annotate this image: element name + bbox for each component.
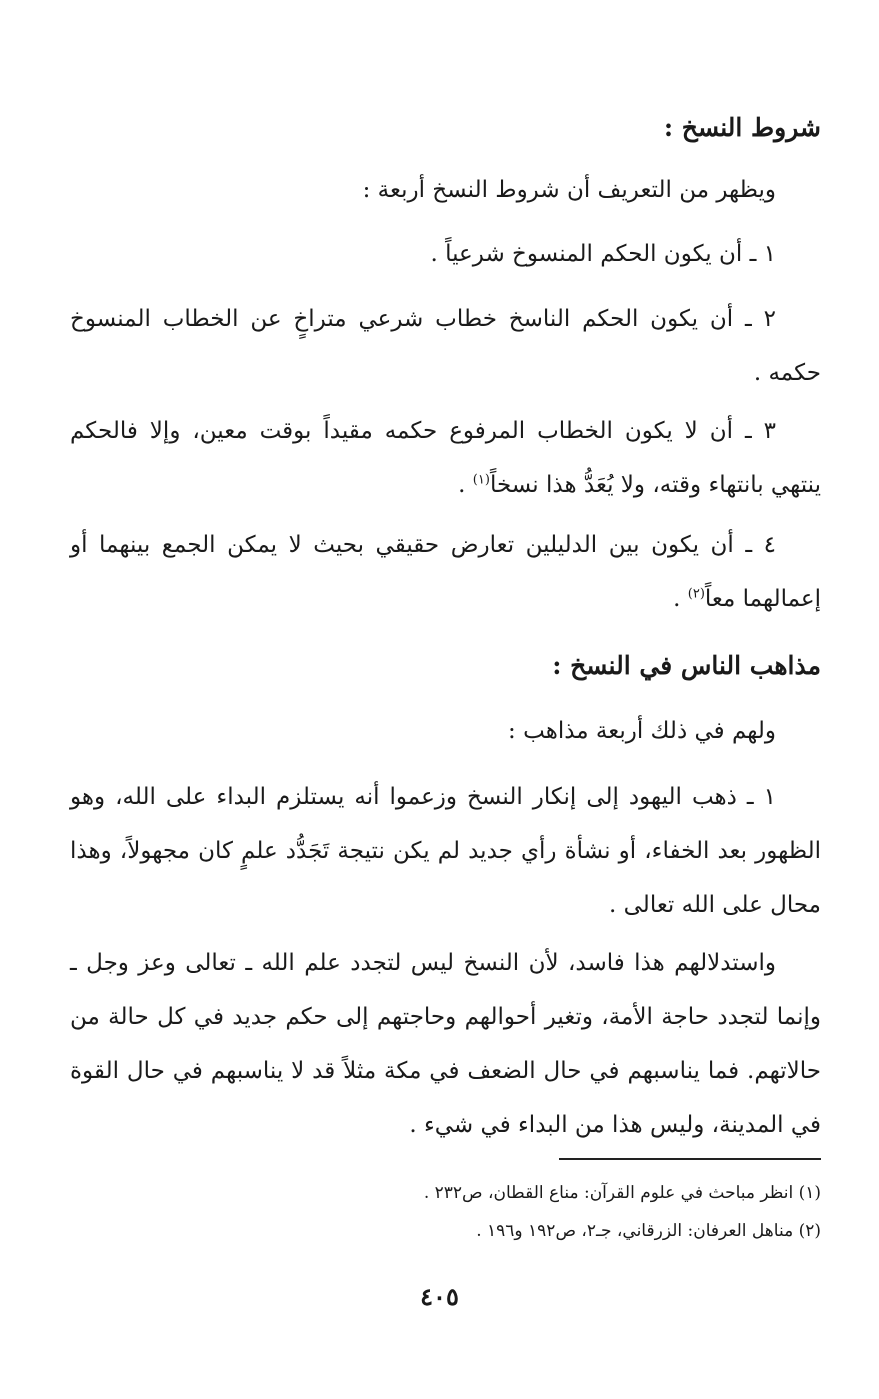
section-heading-schools-of-thought: مذاهب الناس في النسخ : xyxy=(552,651,821,680)
condition-item-1: ١ ـ أن يكون الحكم المنسوخ شرعياً . xyxy=(430,241,776,267)
school-item-1: ١ ـ ذهب اليهود إلى إنكار النسخ وزعموا أنه يستلزم البداء على الله، وهو الظهور بعد الخفاء، أو نشأة رأي جديد لم يكن نتيجة تَجَدُّد علمٍ كان مجهولاً، وهذا محال على الله تعالى . xyxy=(70,784,821,918)
condition-item-4-end: . xyxy=(673,586,688,612)
footnote-1: (١) انظر مباحث في علوم القرآن: مناع القطان، ص٢٣٢ . xyxy=(423,1183,821,1203)
schools-intro: ولهم في ذلك أربعة مذاهب : xyxy=(508,718,776,744)
condition-item-3 xyxy=(70,404,821,512)
footnote-ref-1: (١) xyxy=(472,472,490,488)
condition-item-3-text: ٣ ـ أن لا يكون الخطاب المرفوع حكمه مقيداً بوقت معين، وإلا فالحكم ينتهي بانتهاء وقته، ولا يُعَدُّ هذا نسخاً xyxy=(70,418,821,498)
condition-item-3-end: . xyxy=(458,472,473,498)
section-heading-abrogation-conditions: شروط النسخ : xyxy=(663,113,821,142)
page-number: ٤٠٥ xyxy=(420,1282,459,1311)
refutation-paragraph: واستدلالهم هذا فاسد، لأن النسخ ليس لتجدد علم الله ـ تعالى وعز وجل ـ وإنما لتجدد حاجة الأمة، وتغير أحوالهم وحاجتهم إلى حكم جديد في كل حالة من حالاتهم. فما يناسبهم في حال الضعف في مكة مثلاً قد لا يناسبهم في حال القوة في المدينة، وليس هذا من البداء في شيء . xyxy=(70,950,821,1138)
condition-item-4-text: ٤ ـ أن يكون بين الدليلين تعارض حقيقي بحيث لا يمكن الجمع بينهما أو إعمالهما معاً xyxy=(70,532,821,612)
conditions-intro: ويظهر من التعريف أن شروط النسخ أربعة : xyxy=(362,177,776,203)
condition-item-2: ٢ ـ أن يكون الحكم الناسخ خطاب شرعي متراخٍ عن الخطاب المنسوخ حكمه . xyxy=(70,306,821,386)
footnote-2: (٢) مناهل العرفان: الزرقاني، جـ٢، ص١٩٢ و١٩٦ . xyxy=(476,1221,821,1241)
footnote-ref-2: (٢) xyxy=(687,586,705,602)
condition-item-4 xyxy=(70,518,821,626)
footnote-divider xyxy=(559,1158,821,1160)
